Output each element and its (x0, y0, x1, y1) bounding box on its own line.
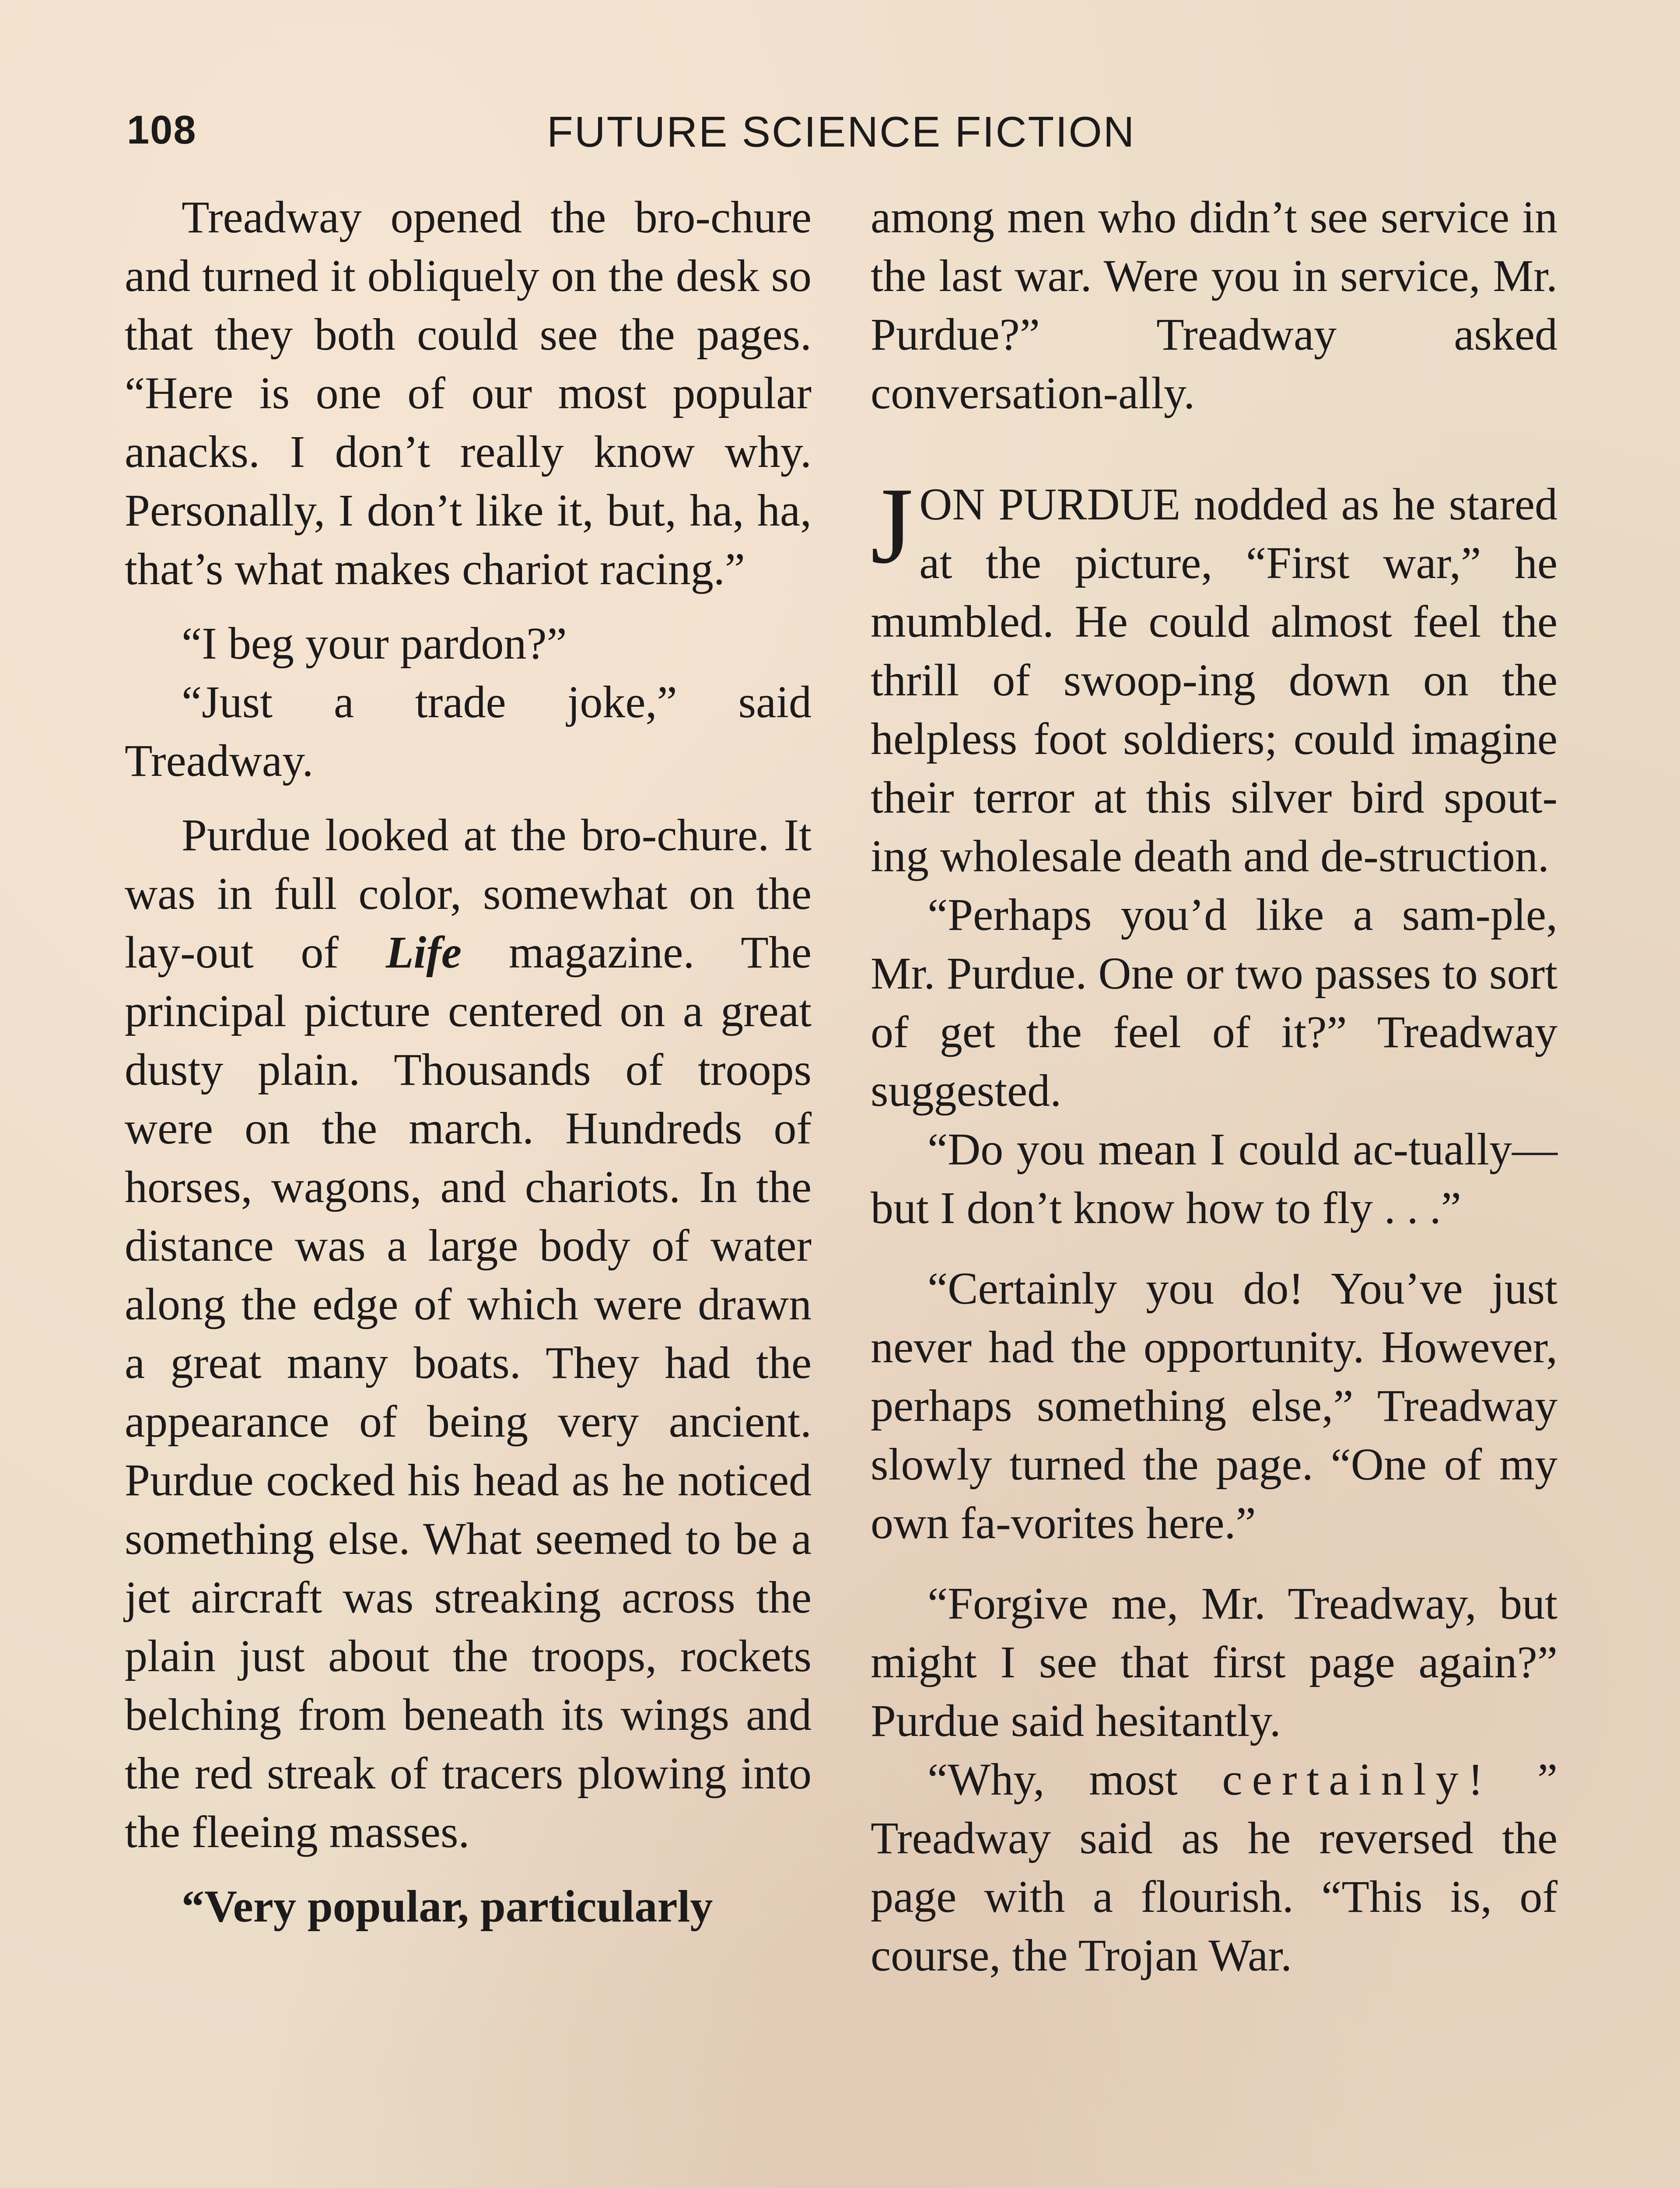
paragraph (125, 806, 812, 1862)
paragraph (871, 1750, 1558, 1985)
left-column (125, 188, 812, 1936)
paragraph-text: “Why, most (928, 1754, 1178, 1805)
paragraph: “Forgive me, Mr. Treadway, but might I see that first page again?” Purdue said hesitantly. (871, 1578, 1558, 1746)
paragraph: among men who didn’t see service in the last war. Were you in service, Mr. Purdue?” Treadway asked conversation-ally. (871, 192, 1558, 418)
right-column (871, 188, 1558, 1985)
opening-words: ON PURDUE (919, 479, 1181, 529)
magazine-name-italic: Life (385, 927, 462, 978)
paragraph-text: magazine. The principal picture centered on a great dusty plain. Thousands of troops were on the march. Hundreds of horses, wagons, and chariots. In the distance was a large body of water along the edge of which were drawn a great many boats. They had the appearance of being very ancient. Purdue cocked his head as he noticed something else. What seemed to be a jet aircraft was streaking across the plain just about the troops, rockets belching from beneath its wings and the red streak of tracers plowing into the fleeing masses. (125, 927, 812, 1857)
paragraph: Treadway opened the bro-chure and turned it obliquely on the desk so that they both could see the pages. “Here is one of our most popular anacks. I don’t really know why. Personally, I don’t like it, but, ha, ha, that’s what makes chariot racing.” (125, 192, 812, 594)
paragraph: “Very popular, particularly (182, 1881, 713, 1932)
magazine-title: FUTURE SCIENCE FICTION (547, 108, 1136, 156)
paragraph: “Do you mean I could ac-tually—but I don’t know how to fly . . .” (871, 1124, 1558, 1233)
paragraph-text: ” Treadway said as he reversed the page with a flourish. “This is, of course, the Trojan War. (871, 1754, 1558, 1981)
paragraph-text: Purdue looked at the bro-chure. It was in full color, somewhat on the lay-out of (125, 810, 812, 978)
paragraph: “Just a trade joke,” said Treadway. (125, 677, 812, 786)
paragraph: “Perhaps you’d like a sam-ple, Mr. Purdue. One or two passes to sort of get the feel of it?” Treadway suggested. (871, 890, 1558, 1116)
page-number: 108 (127, 108, 197, 152)
drop-cap: J (871, 465, 914, 586)
spaced-emphasis: certainly! (1222, 1754, 1493, 1805)
paragraph: “Certainly you do! You’ve just never had the opportunity. However, perhaps something else,” Treadway slowly turned the page. “One of my own fa-vorites here.” (871, 1263, 1558, 1548)
paragraph: “I beg your pardon?” (182, 618, 567, 669)
paragraph-text: nodded as he stared at the picture, “First war,” he mumbled. He could almost feel the thrill of swoop-ing down on the helpless foot soldiers; could imagine their terror at this silver bird spout-ing wholesale death and de-struction. (871, 479, 1558, 881)
section-opening-paragraph (871, 465, 1558, 886)
running-head (127, 103, 1571, 164)
